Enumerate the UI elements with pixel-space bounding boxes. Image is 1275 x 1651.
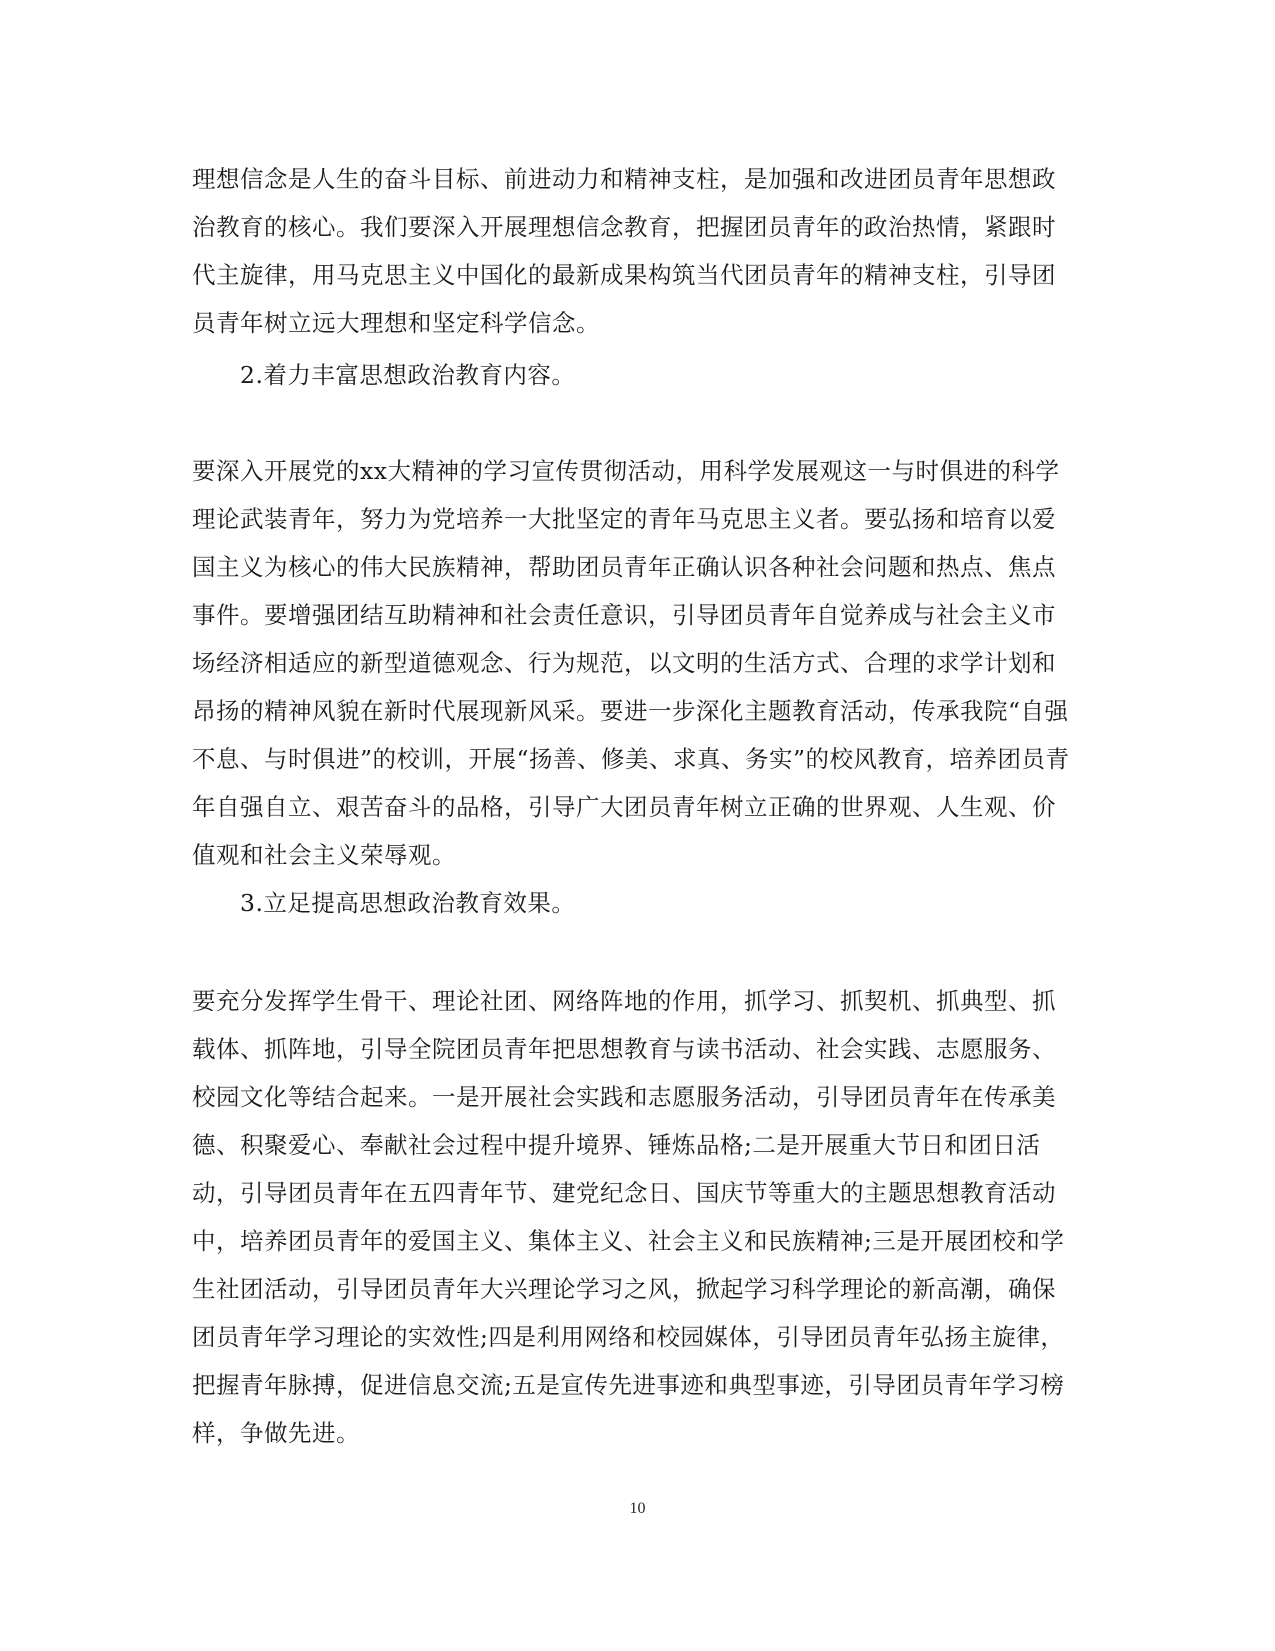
paragraph-education-effect: 要充分发挥学生骨干、理论社团、网络阵地的作用，抓学习、抓契机、抓典型、抓载体、抓阵地，引导全院团员青年把思想教育与读书活动、社会实践、志愿服务、校园文化等结合起来。一是开展社会实践和志愿服务活动，引导团员青年在传承美德、积聚爱心、奉献社会过程中提升境界、锤炼品格;二是开展重大节日和团日活动，引导团员青年在五四青年节、建党纪念日、国庆节等重大的主题思想教育活动中，培养团员青年的爱国主义、集体主义、社会主义和民族精神;三是开展团校和学生社团活动，引导团员青年大兴理论学习之风，掀起学习科学理论的新高潮，确保团员青年学习理论的实效性;四是利用网络和校园媒体，引导团员青年弘扬主旋律，把握青年脉搏，促进信息交流;五是宣传先进事迹和典型事迹，引导团员青年学习榜样，争做先进。	[192, 987, 1065, 1447]
section-heading-3: 3.立足提高思想政治教育效果。	[240, 889, 576, 917]
paragraph-education-content: 要深入开展党的xx大精神的学习宣传贯彻活动，用科学发展观这一与时俱进的科学理论武装青年，努力为党培养一大批坚定的青年马克思主义者。要弘扬和培育以爱国主义为核心的伟大民族精神，帮助团员青年正确认识各种社会问题和热点、焦点事件。要增强团结互助精神和社会责任意识，引导团员青年自觉养成与社会主义市场经济相适应的新型道德观念、行为规范，以文明的生活方式、合理的求学计划和昂扬的精神风貌在新时代展现新风采。要进一步深化主题教育活动，传承我院“自强不息、与时俱进”的校训，开展“扬善、修美、求真、务实”的校风教育，培养团员青年自强自立、艰苦奋斗的品格，引导广大团员青年树立正确的世界观、人生观、价值观和社会主义荣辱观。	[192, 457, 1070, 869]
section-heading-2: 2.着力丰富思想政治教育内容。	[240, 361, 576, 389]
paragraph-ideals-belief: 理想信念是人生的奋斗目标、前进动力和精神支柱，是加强和改进团员青年思想政治教育的核心。我们要深入开展理想信念教育，把握团员青年的政治热情，紧跟时代主旋律，用马克思主义中国化的最新成果构筑当代团员青年的精神支柱，引导团员青年树立远大理想和坚定科学信念。	[192, 165, 1056, 337]
page-number: 10	[629, 1500, 646, 1517]
